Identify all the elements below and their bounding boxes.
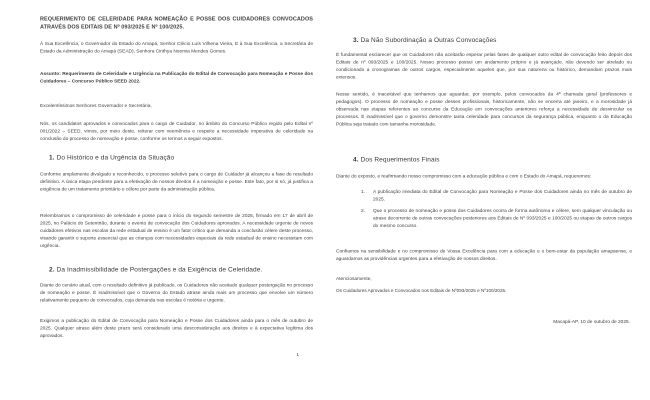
section-2-number: 2. [49,265,55,273]
section-3-paragraph-1: É fundamental esclarecer que os Cuidadores não aceitarão esperar pelas fases de qualquer outro edital de convocação feito depois dos Editais de nº 093/2025 e 100/2025. Nosso processo possui um andamento próprio e já avançado, não devendo ser atrelado ou condicionado a cronogramas de outros cargos, especialmente aqueles que, por sua natureza ou histórico, demandam prazos mais extensos. [336,52,632,80]
section-4-number: 4. [353,155,359,163]
section-1-paragraph-2: Relembramos o compromisso de celeridade e posse para o início do segundo semestre de 2025, firmado em 17 de abril de 2025, no Palácio do Setentrião, durante o evento de convocação dos Cuidadores aprovados. A necessidade urgente de novos cuidadores efetivos nas escolas da rede estadual de ensino é um fator crítico que demanda a conclusão célere deste processo, visando garantir o suporte essencial que as crianças com necessidades especiais da rede estadual de ensino necessitam com urgência. [40,213,313,249]
request-item-1-text: A publicação imediata do Edital de Convocação para Nomeação e Posse dos Cuidadores ainda no mês de outubro de 2025. [373,189,632,202]
request-list-item-1 [361,188,632,203]
section-4-heading [353,156,632,164]
intro-paragraph: Nós, os candidatos aprovados e convocados para o cargo de Cuidador, no âmbito do Concurso Público regido pelo Edital nº 001/2022 – SEED, vimos, por meio deste, reiterar com veemência e respeito a necessidade imperativa de celeridade na conclusão do processo de nomeação e posse, conforme os termos a seguir expostos. [40,121,313,142]
section-1-heading [49,154,313,162]
request-list-item-2 [361,207,632,230]
section-3-number: 3. [353,36,359,44]
section-2-heading [49,266,313,274]
section-2-paragraph-2: Exigimos a publicação do Edital de Convocação para Nomeação e Posse dos Cuidadores ainda para o mês de outubro de 2025. Qualquer atraso além deste prazo será considerado uma desconsideração aos direitos e à expectativa legítima dos aprovados. [40,318,313,339]
section-2-paragraph-1: Diante do cenário atual, com o resultado definitivo já publicado, os Cuidadores não aceitado qualquer postergação no processo de nomeação e posse. É inadmissível que o Governo do Estado atrase ainda mais um processo que envolve um número relativamente pequeno de convocados, cuja demanda nas escolas é notória e urgente. [40,282,313,303]
salutation-paragraph: À Sua Excelência, o Governador do Estado do Amapá, Senhor Clécio Luís Vilhena Vieira, E à Sua Excelência, a Secretária de Estado da Administração do Amapá (SEAD), Senhora Cinthya Noemia Mendes Gomes. [40,41,313,54]
section-1-number: 1. [49,153,55,161]
request-item-2-number: 2. [361,208,366,214]
section-1-heading-text: Do Histórico e da Urgência da Situação [56,153,175,161]
page-1 [40,15,313,400]
document-title: REQUERIMENTO DE CELERIDADE PARA NOMEAÇÃO E POSSE DOS CUIDADORES CONVOCADOS ATRAVÉS DOS EDITAIS DE Nº 093/2025 E Nº 100/2025. [40,16,313,30]
section-3-paragraph-2: Nesse sentido, é inaceitável que tenhamos que aguardar, por exemplo, pelos convocados da 4ª chamada geral (professores e pedagogos). O processo de nomeação e posse desses profissionais, historicamente, não se encerra até janeiro, e a morosidade já observada nas etapas referentes ao concurso da Educação em convocações anteriores reforça a necessidade de desvincular os processos. É inadmissível que o governo demonstre tanta celeridade para concursos da segurança pública, enquanto o da Educação Pública seja tratado com tamanha morosidade. [336,91,632,127]
section-3-heading-text: Da Não Subordinação a Outras Convocações [360,36,497,44]
closing-paragraph: Confiamos na sensibilidade e no compromisso de Vossa Excelência para com a educação e o bem-estar da população amapaense, e aguardamos as providências urgentes para a efetivação de nossos direitos. [336,248,632,262]
request-item-1-number: 1. [361,189,366,195]
section-4-heading-text: Dos Requerimentos Finais [360,155,440,163]
request-item-2-text: Que o processo de nomeação e posse dos Cuidadores ocorra de forma autônoma e célere, sem qualquer vinculação ou atraso decorrente de outras convocações posteriores aos Editais de Nº 093/2025 e 100/2025 ou etapas de outros cargos do mesmo concurso. [373,208,632,229]
dateline: Macapá-AP, 10 de outubro de 2025. [553,319,630,325]
page-2 [336,36,632,400]
page-number: 1 [296,352,299,358]
section-4-intro: Diante do exposto, e reafirmando nosso compromisso com a educação pública e com o Estado do Amapá, requeremos: [336,173,592,179]
section-3-heading [353,36,632,44]
greeting-line: Excelentíssimos Senhores Governador e Secretária, [40,103,152,109]
signature-line: Os Cuidadores Aprovados e Convocados nos Editais de Nº093/2025 e Nº100/2025. [336,288,507,293]
section-2-heading-text: Da Inadmissibilidade de Postergações e da Exigência de Celeridade. [56,265,263,273]
subject-paragraph: Assunto: Requerimento de Celeridade e Urgência na Publicação do Edital de Convocação para Nomeação e Posse dos Cuidadores – Concurso Público SEED 2022. [40,71,313,84]
section-1-paragraph-1: Conforme amplamente divulgado e reconhecido, o processo seletivo para o cargo de Cuidador já alcançou a fase de resultado definitivo. A única etapa pendente para a efetivação de nossos direitos é a nomeação e posse. Este fato, por si só, já justifica a exigência de um tratamento prioritário e célere por parte da administração pública. [40,171,313,192]
signoff-line: Atenciosamente, [336,276,372,282]
